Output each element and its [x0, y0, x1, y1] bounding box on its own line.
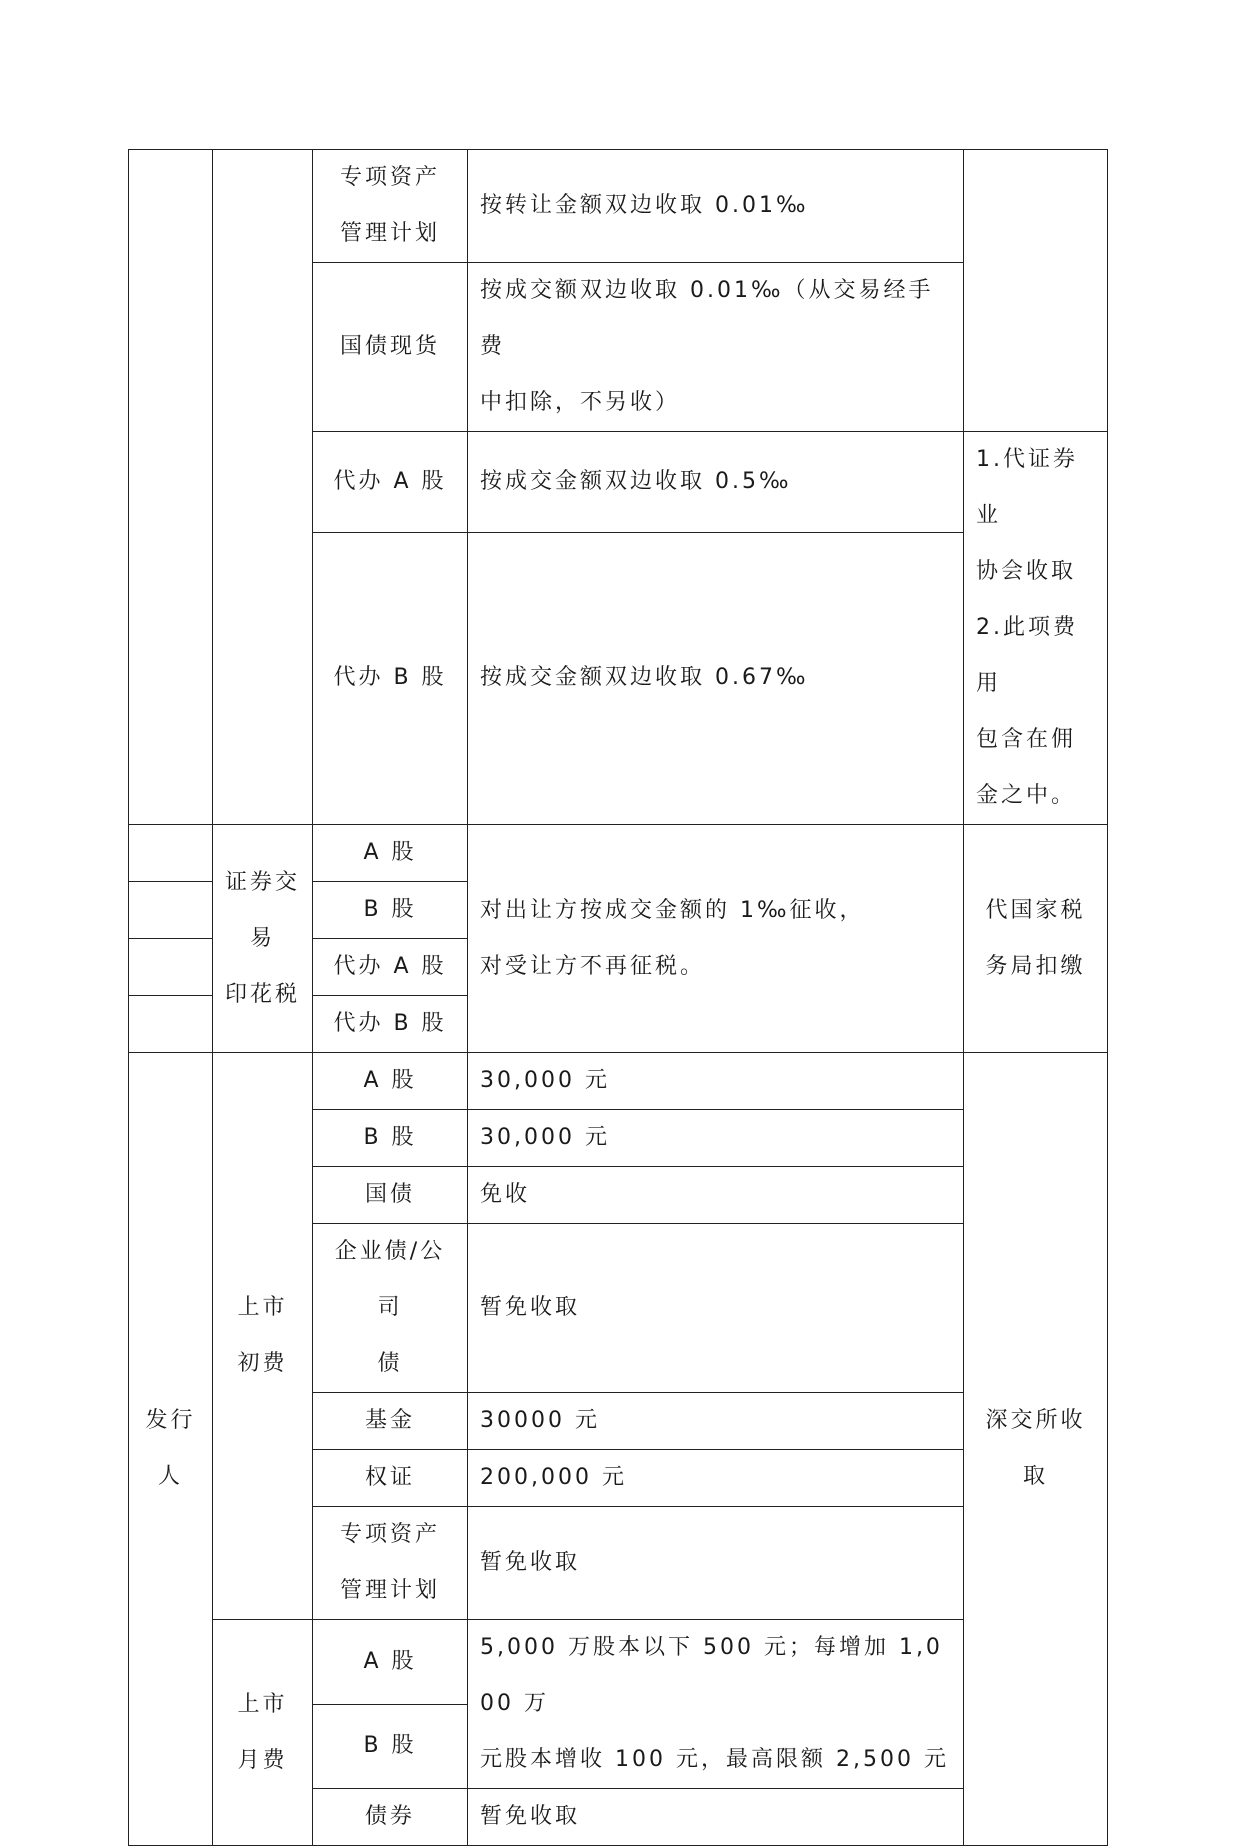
category-stamp-tax: 证券交 易 印花税: [213, 825, 313, 1053]
fee-agency-b-share: 按成交金额双边收取 0.67‰: [468, 532, 964, 824]
issuer-note: 深交所收 取: [964, 1053, 1108, 1846]
initial-item-a-share: A 股: [313, 1053, 468, 1110]
initial-fee-treasury: 免收: [468, 1167, 964, 1224]
monthly-fee-shares: 5,000 万股本以下 500 元；每增加 1,000 万 元股本增收 100 元，最高限额 2,500 元: [468, 1620, 964, 1789]
initial-fee-warrant: 200,000 元: [468, 1450, 964, 1507]
party-issuer: 发行 人: [129, 1053, 213, 1846]
initial-item-special-asset-plan: 专项资产 管理计划: [313, 1507, 468, 1620]
fee-treasury-spot: 按成交额双边收取 0.01‰（从交易经手费 中扣除，不另收）: [468, 263, 964, 432]
initial-item-b-share: B 股: [313, 1110, 468, 1167]
monthly-fee-bond: 暂免收取: [468, 1789, 964, 1846]
continued-category-cell: [213, 150, 313, 825]
stamp-tax-fee: 对出让方按成交金额的 1‰征收， 对受让方不再征税。: [468, 825, 964, 1053]
stamp-item-agency-a-share: 代办 A 股: [313, 939, 468, 996]
item-agency-a-share: 代办 A 股: [313, 432, 468, 533]
initial-item-treasury: 国债: [313, 1167, 468, 1224]
stamp-tax-note: 代国家税 务局扣缴: [964, 825, 1108, 1053]
continued-party-cell-5: [129, 996, 213, 1053]
category-listing-monthly-fee: 上市 月费: [213, 1620, 313, 1846]
initial-fee-fund: 30000 元: [468, 1393, 964, 1450]
initial-item-warrant: 权证: [313, 1450, 468, 1507]
monthly-item-bond: 债券: [313, 1789, 468, 1846]
continued-party-cell-3: [129, 882, 213, 939]
stamp-item-a-share: A 股: [313, 825, 468, 882]
item-treasury-spot: 国债现货: [313, 263, 468, 432]
continued-party-cell-2: [129, 825, 213, 882]
initial-item-corporate-bond: 企业债/公司 债: [313, 1224, 468, 1393]
category-listing-initial-fee: 上市 初费: [213, 1053, 313, 1620]
initial-fee-corporate-bond: 暂免收取: [468, 1224, 964, 1393]
monthly-item-a-share: A 股: [313, 1620, 468, 1705]
initial-fee-b-share: 30,000 元: [468, 1110, 964, 1167]
fee-special-asset-plan: 按转让金额双边收取 0.01‰: [468, 150, 964, 263]
fee-table: [128, 149, 1108, 1846]
note-securities-association: 1.代证券业 协会收取 2.此项费用 包含在佣 金之中。: [964, 432, 1108, 825]
fee-agency-a-share: 按成交金额双边收取 0.5‰: [468, 432, 964, 533]
continued-party-cell-4: [129, 939, 213, 996]
stamp-item-agency-b-share: 代办 B 股: [313, 996, 468, 1053]
initial-fee-special-asset-plan: 暂免收取: [468, 1507, 964, 1620]
continued-party-cell: [129, 150, 213, 825]
note-empty-cell: [964, 150, 1108, 432]
item-special-asset-plan: 专项资产 管理计划: [313, 150, 468, 263]
stamp-item-b-share: B 股: [313, 882, 468, 939]
initial-fee-a-share: 30,000 元: [468, 1053, 964, 1110]
initial-item-fund: 基金: [313, 1393, 468, 1450]
monthly-item-b-share: B 股: [313, 1704, 468, 1789]
item-agency-b-share: 代办 B 股: [313, 532, 468, 824]
